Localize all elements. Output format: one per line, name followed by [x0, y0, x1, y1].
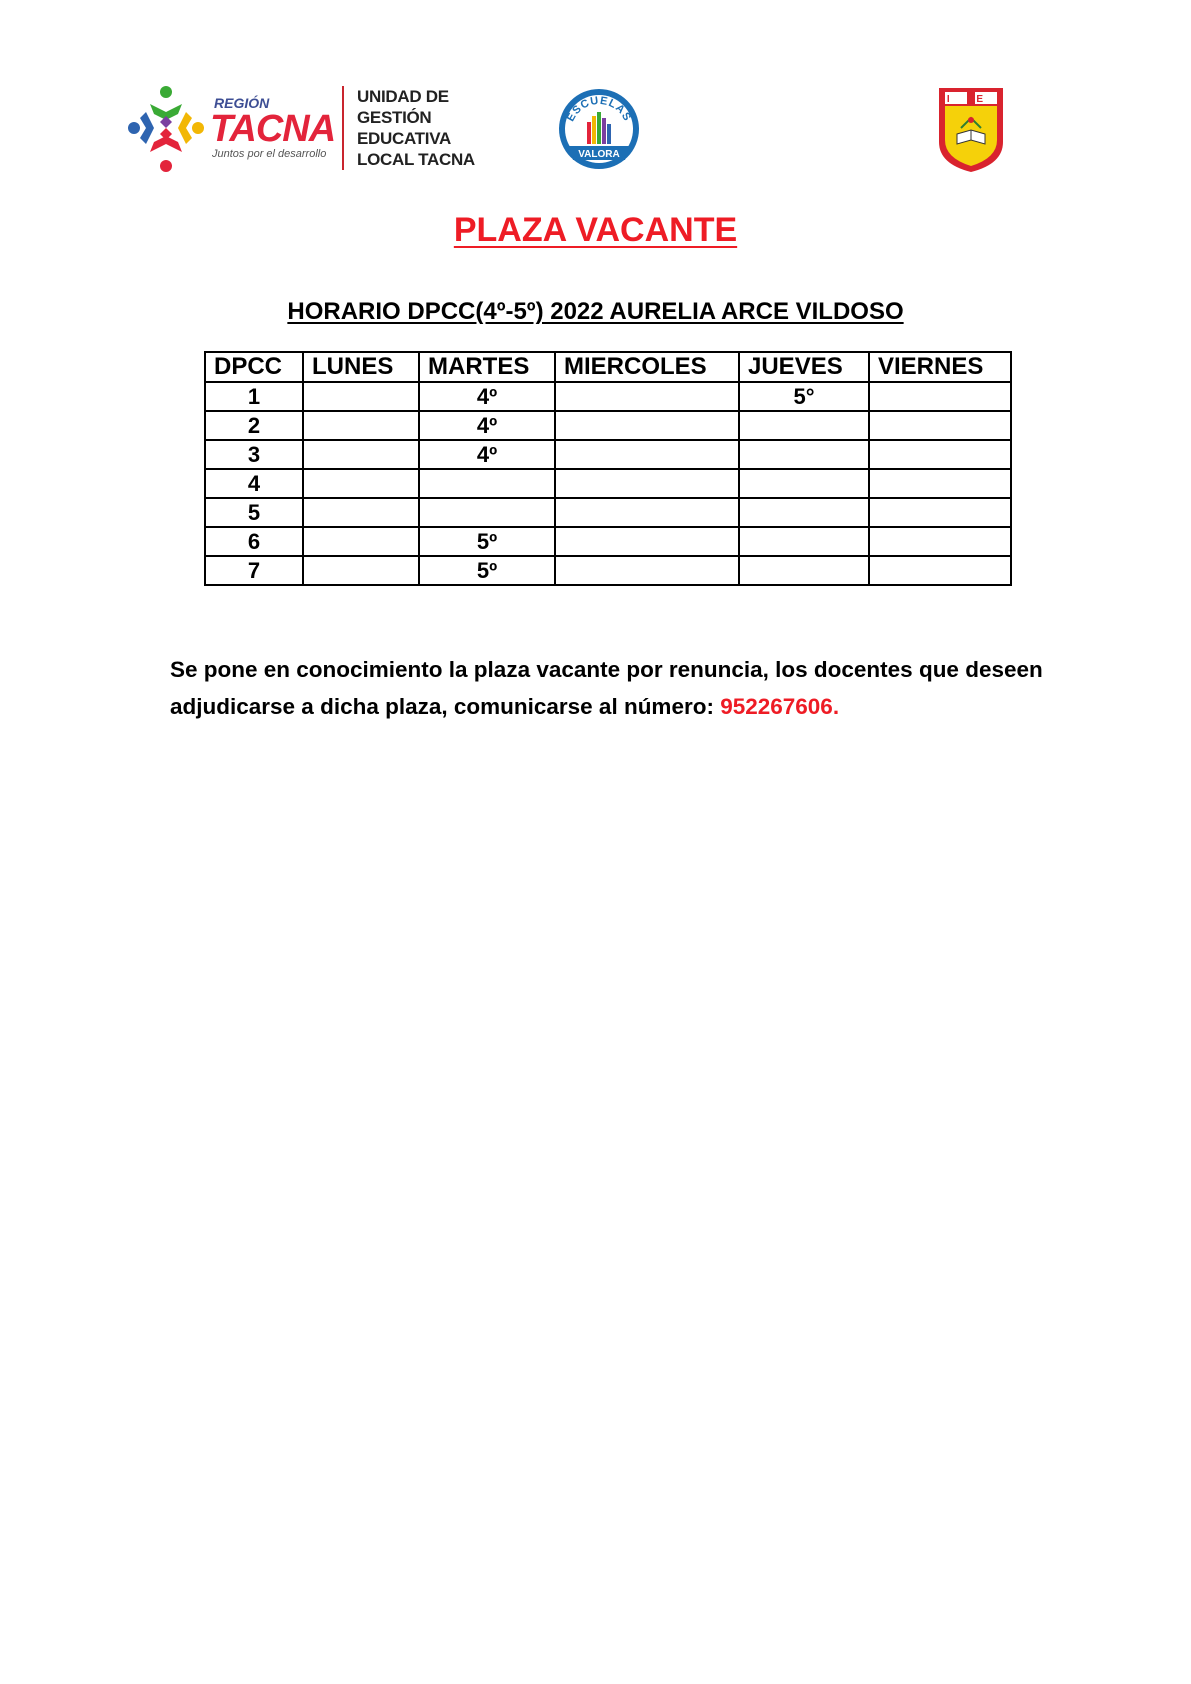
column-header-viernes: VIERNES	[869, 352, 1011, 382]
table-row	[205, 469, 1011, 498]
ugel-divider	[342, 86, 344, 170]
table-cell: 1	[205, 382, 303, 411]
tacna-emblem-icon	[126, 82, 206, 174]
column-header-dpcc: DPCC	[205, 352, 303, 382]
table-cell	[555, 498, 739, 527]
table-cell: 4º	[419, 382, 555, 411]
table-cell	[869, 556, 1011, 585]
schedule-title-text: HORARIO DPCC(4º-5º) 2022 AURELIA ARCE VILDOSO	[287, 298, 904, 325]
ugel-logo-text	[357, 86, 497, 170]
schedule-table	[204, 351, 1012, 586]
table-cell: 5°	[739, 382, 869, 411]
table-row	[205, 382, 1011, 411]
ugel-line: EDUCATIVA	[357, 129, 451, 148]
ie-text: I E	[946, 94, 996, 105]
institution-shield-logo	[937, 84, 1005, 174]
table-cell	[869, 527, 1011, 556]
table-cell	[303, 382, 419, 411]
schedule-title	[0, 297, 1191, 327]
table-cell	[303, 440, 419, 469]
table-cell	[303, 469, 419, 498]
table-cell: 4º	[419, 440, 555, 469]
ugel-line: UNIDAD DE	[357, 87, 449, 106]
table-cell	[303, 527, 419, 556]
table-row	[205, 440, 1011, 469]
table-cell	[739, 498, 869, 527]
table-cell	[419, 498, 555, 527]
table-cell: 5	[205, 498, 303, 527]
table-cell	[555, 440, 739, 469]
escuelas-valora-logo	[557, 86, 641, 172]
table-cell	[869, 411, 1011, 440]
table-row	[205, 556, 1011, 585]
table-cell	[555, 382, 739, 411]
page-title	[0, 210, 1191, 250]
page-title-text: PLAZA VACANTE	[453, 211, 738, 249]
escuelas-bottom-text: VALORA	[578, 149, 620, 160]
table-cell	[419, 469, 555, 498]
table-cell	[555, 556, 739, 585]
table-cell	[303, 556, 419, 585]
table-cell	[739, 411, 869, 440]
table-row	[205, 411, 1011, 440]
table-cell: 5º	[419, 527, 555, 556]
escuelas-top-text: ESCUELAS	[564, 94, 634, 124]
table-cell	[303, 411, 419, 440]
tacna-wordmark	[210, 96, 340, 160]
table-cell: 4	[205, 469, 303, 498]
table-row	[205, 527, 1011, 556]
table-cell: 3	[205, 440, 303, 469]
tacna-region-label: REGIÓN	[214, 95, 270, 111]
tacna-slogan-label: Juntos por el desarrollo	[212, 148, 327, 160]
table-cell	[555, 527, 739, 556]
table-cell: 6	[205, 527, 303, 556]
notice-text: Se pone en conocimiento la plaza vacante por renuncia, los docentes que deseen adjudicarse a dicha plaza, comunicarse al número:	[170, 656, 1043, 719]
column-header-lunes: LUNES	[303, 352, 419, 382]
table-cell: 4º	[419, 411, 555, 440]
table-cell	[303, 498, 419, 527]
table-cell: 2	[205, 411, 303, 440]
table-cell	[739, 556, 869, 585]
table-cell	[555, 411, 739, 440]
table-cell: 7	[205, 556, 303, 585]
table-cell	[739, 440, 869, 469]
table-cell	[869, 498, 1011, 527]
table-cell	[739, 469, 869, 498]
table-row	[205, 498, 1011, 527]
tacna-name-label: TACNA	[210, 108, 336, 150]
column-header-miercoles: MIERCOLES	[555, 352, 739, 382]
ugel-line: LOCAL TACNA	[357, 150, 475, 169]
vacancy-notice	[170, 651, 1050, 725]
column-header-jueves: JUEVES	[739, 352, 869, 382]
ugel-line: GESTIÓN	[357, 108, 432, 127]
region-tacna-logo	[126, 82, 336, 174]
column-header-martes: MARTES	[419, 352, 555, 382]
contact-phone-number[interactable]: 952267606.	[720, 693, 840, 719]
table-cell: 5º	[419, 556, 555, 585]
table-cell	[869, 440, 1011, 469]
table-cell	[869, 382, 1011, 411]
table-header-row	[205, 352, 1011, 382]
table-cell	[869, 469, 1011, 498]
table-cell	[739, 527, 869, 556]
table-cell	[555, 469, 739, 498]
